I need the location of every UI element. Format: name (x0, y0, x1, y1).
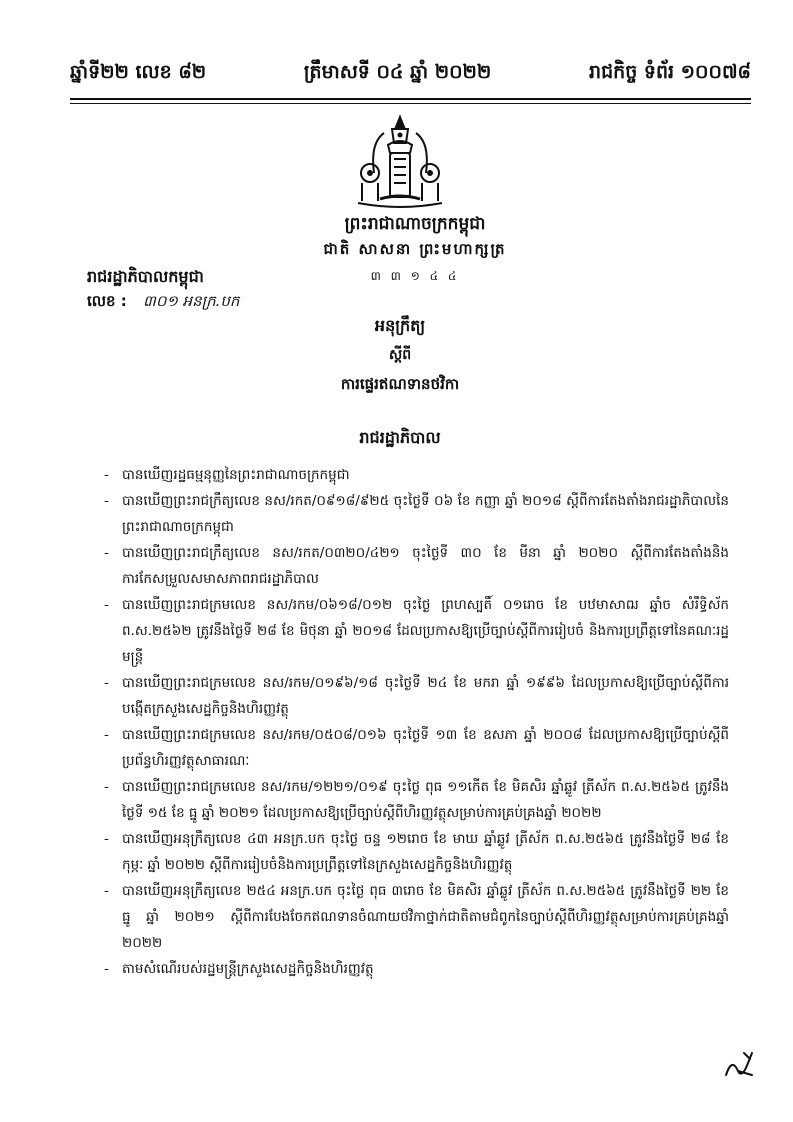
clause-text: បានឃើញអនុក្រឹត្យលេខ ២៥៤ អនក្រ.បក ចុះថ្ងៃ ពុធ ៣រោច ខែ មិគសិរ ឆ្នាំឆ្លូវ ត្រីស័ក ព.ស.២៥៦៥ ត្រូវនឹងថ្ងៃទី ២២ ខែ ធ្នូ ឆ្នាំ ២០២១ ស្តីពីការបែងចែកឥណទានចំណាយថវិកាថ្នាក់ជាតិតាមជំពូកនៃច្បាប់ស្តីពីហិរញ្ញវត្ថុសម្រាប់ការគ្រប់គ្រងឆ្នាំ ២០២២ (122, 883, 729, 951)
issue-date: ត្រឹមាសទី ០៤ ឆ្នាំ ២០២២ (303, 61, 492, 83)
clause-text: បានឃើញព្រះរាជក្រឹត្យលេខ នស/រកត/០៩១៨/៩២៥ ចុះថ្ងៃទី ០៦ ខែ កញ្ញា ឆ្នាំ ២០១៨ ស្តីពីការតែងតាំងរាជរដ្ឋាភិបាលនៃព្រះរាជាណាចក្រកម្ពុជា (122, 493, 729, 535)
issue-number: ឆ្នាំទី២២ លេខ ៨២ (70, 61, 207, 83)
header-divider (70, 98, 751, 104)
list-item (104, 956, 729, 982)
clause-text: តាមសំណើរបស់រដ្ឋមន្ត្រីក្រសួងសេដ្ឋកិច្ចនិងហិរញ្ញវត្ថុ (122, 961, 374, 977)
about-label: ស្ដីពី (388, 347, 412, 363)
list-item (104, 774, 729, 826)
recitals-list (104, 462, 729, 982)
document-subject: ការផ្ទេរឥណទានថវិកា (340, 375, 460, 393)
list-item (104, 488, 729, 540)
bullet-dash: - (104, 675, 109, 691)
list-item (104, 592, 729, 670)
reference-label: លេខ : (87, 292, 127, 310)
list-item (104, 722, 729, 774)
list-item (104, 540, 729, 592)
bullet-dash: - (104, 597, 109, 613)
list-item (104, 826, 729, 878)
clause-text: បានឃើញព្រះរាជក្រមលេខ នស/រកម/០៥០៨/០១៦ ចុះថ្ងៃទី ១៣ ខែ ឧសភា ឆ្នាំ ២០០៨ ដែលប្រកាសឱ្យប្រើច្បាប់ស្តីពីប្រព័ន្ធហិរញ្ញវត្ថុសាធារណៈ (122, 727, 729, 769)
bullet-dash: - (104, 545, 109, 561)
royal-coat-of-arms-icon (340, 113, 460, 213)
motto-ornament: ៣ ៣ ១ ៤ ៤ (370, 269, 460, 283)
list-item (104, 462, 729, 488)
clause-text: បានឃើញរដ្ឋធម្មនុញ្ញនៃព្រះរាជាណាចក្រកម្ពុជា (122, 467, 350, 483)
section-heading: រាជរដ្ឋាភិបាល (359, 428, 441, 447)
list-item (104, 878, 729, 956)
document-type: អនុក្រឹត្យ (374, 316, 426, 335)
bullet-dash: - (104, 831, 109, 847)
issuing-authority: រាជរដ្ឋាភិបាលកម្ពុជា (87, 267, 204, 286)
national-motto: ជាតិ សាសនា ព្រះមហាក្សត្រ (323, 240, 507, 258)
handwritten-initials-icon (718, 1045, 758, 1085)
kingdom-name: ព្រះរាជាណាចក្រកម្ពុជា (344, 214, 486, 234)
gazette-header (70, 58, 751, 90)
bullet-dash: - (104, 493, 109, 509)
page-number: រាជកិច្ច ទំព័រ ១០០៧៨ (589, 61, 751, 83)
clause-text: បានឃើញអនុក្រឹត្យលេខ ៤៣ អនក្រ.បក ចុះថ្ងៃ ចន្ទ ១២រោច ខែ មាឃ ឆ្នាំឆ្លូវ ត្រីស័ក ព.ស.២៥៦៥ ត្រូវនឹងថ្ងៃទី ២៨ ខែ កុម្ភៈ ឆ្នាំ ២០២២ ស្តីពីការរៀបចំនិងការប្រព្រឹត្តទៅនៃក្រសួងសេដ្ឋកិច្ចនិងហិរញ្ញវត្ថុ (122, 831, 729, 873)
clause-text: បានឃើញព្រះរាជក្រឹត្យលេខ នស/រកត/០៣២០/៤២១ ចុះថ្ងៃទី ៣០ ខែ មីនា ឆ្នាំ ២០២០ ស្តីពីការតែងតាំងនិងការកែសម្រួលសមាសភាពរាជរដ្ឋាភិបាល (122, 545, 729, 587)
bullet-dash: - (104, 961, 109, 977)
clause-text: បានឃើញព្រះរាជក្រមលេខ នស/រកម/១២២១/០១៩ ចុះថ្ងៃ ពុធ ១១កើត ខែ មិគសិរ ឆ្នាំឆ្លូវ ត្រីស័ក ព.ស.២៥៦៥ ត្រូវនឹងថ្ងៃទី ១៥ ខែ ធ្នូ ឆ្នាំ ២០២១ ដែលប្រកាសឱ្យប្រើច្បាប់ស្តីពីហិរញ្ញវត្ថុសម្រាប់ការគ្រប់គ្រងឆ្នាំ ២០២២ (122, 779, 729, 821)
bullet-dash: - (104, 779, 109, 795)
clause-text: បានឃើញព្រះរាជក្រមលេខ នស/រកម/០១៩៦/១៨ ចុះថ្ងៃទី ២៤ ខែ មករា ឆ្នាំ ១៩៩៦ ដែលប្រកាសឱ្យប្រើច្បាប់ស្តីពីការបង្កើតក្រសួងសេដ្ឋកិច្ចនិងហិរញ្ញវត្ថុ (122, 675, 729, 717)
bullet-dash: - (104, 883, 109, 899)
bullet-dash: - (104, 727, 109, 743)
bullet-dash: - (104, 467, 109, 483)
list-item (104, 670, 729, 722)
reference-number: ៣០១ អនក្រ.បក (143, 292, 240, 310)
clause-text: បានឃើញព្រះរាជក្រមលេខ នស/រកម/០៦១៨/០១២ ចុះថ្ងៃ ព្រហស្បតិ៍ ០១រោច ខែ បឋមាសាឍ ឆ្នាំច សំរឹទ្ធិស័ក ព.ស.២៥៦២ ត្រូវនឹងថ្ងៃទី ២៨ ខែ មិថុនា ឆ្នាំ ២០១៨ ដែលប្រកាសឱ្យប្រើច្បាប់ស្តីពីការរៀបចំ និងការប្រព្រឹត្តទៅនៃគណៈរដ្ឋមន្ត្រី (122, 597, 729, 665)
